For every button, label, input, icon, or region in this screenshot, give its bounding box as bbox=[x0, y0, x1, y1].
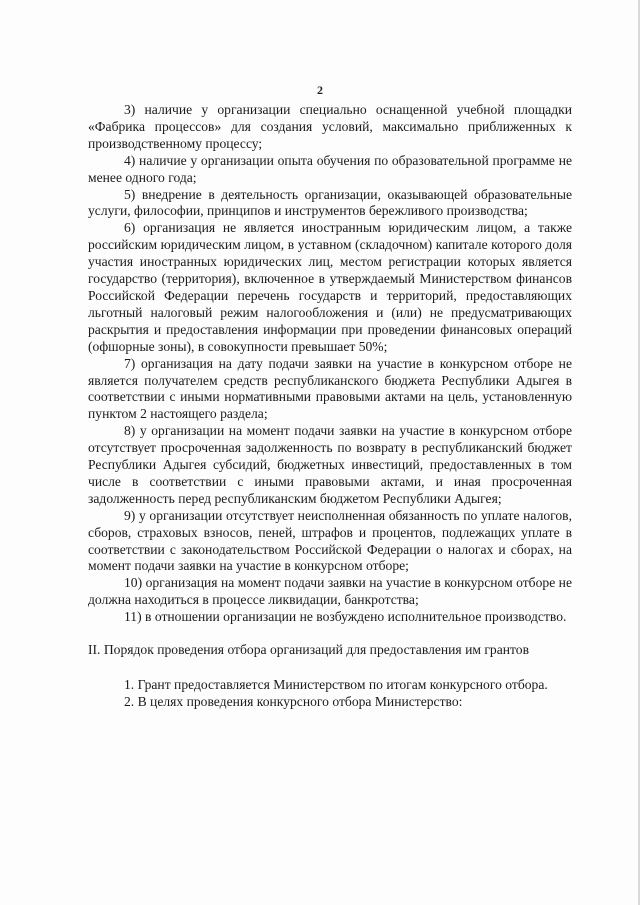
list-item: 2. В целях проведения конкурсного отбора Министерство: bbox=[124, 693, 463, 709]
list-item: 9) у организации отсутствует неисполненная обязанность по уплате налогов, сборов, страховых взносов, пеней, штрафов и процентов, подлежащих уплате в соответствии с законодательством Российской Федерации о налогах и сборах, на момент подачи заявки на участие в конкурсном отборе; bbox=[88, 507, 572, 574]
list-item: 3) наличие у организации специально оснащенной учебной площадки «Фабрика процессов» для создания условий, максимально приближенных к производственному процессу; bbox=[88, 102, 572, 151]
section-heading: II. Порядок проведения отбора организаций для предоставления им грантов bbox=[88, 642, 530, 658]
list-item: 11) в отношении организации не возбуждено исполнительное производство. bbox=[124, 609, 567, 625]
page-number: 2 bbox=[317, 83, 323, 97]
document-body bbox=[88, 102, 572, 711]
list-item: 6) организация не является иностранным юридическим лицом, а также российским юридическим лицом, в уставном (складочном) капитале которого доля участия иностранных юридических лиц, местом регистрации которых является государство (территория), включенное в утверждаемый Министерством финансов Российской Федерации перечень государств и территорий, предоставляющих льготный налоговый режим налогообложения и (или) не предусматривающих раскрытия и предоставления информации при проведении финансовых операций (офшорные зоны), в совокупности превышает 50%; bbox=[88, 220, 572, 354]
list-item: 5) внедрение в деятельность организации, оказывающей образовательные услуги, философии, принципов и инструментов бережливого производства; bbox=[88, 186, 572, 219]
list-item: 10) организация на момент подачи заявки на участие в конкурсном отборе не должна находиться в процессе ликвидации, банкротства; bbox=[88, 575, 572, 608]
list-item: 8) у организации на момент подачи заявки на участие в конкурсном отборе отсутствует просроченная задолженность по возврату в республиканский бюджет Республики Адыгея субсидий, бюджетных инвестиций, предоставленных в том числе в соответствии с иными правовыми актами, и иная просроченная задолженность перед республиканским бюджетом Республики Адыгея; bbox=[88, 423, 572, 506]
list-item: 1. Грант предоставляется Министерством по итогам конкурсного отбора. bbox=[124, 677, 548, 692]
list-item: 4) наличие у организации опыта обучения по образовательной программе не менее одного года; bbox=[88, 152, 572, 185]
list-item: 7) организация на дату подачи заявки на участие в конкурсном отборе не является получателем средств республиканского бюджета Республики Адыгея в соответствии с иными нормативными правовыми актами на цель, установленную пунктом 2 настоящего раздела; bbox=[88, 355, 572, 422]
